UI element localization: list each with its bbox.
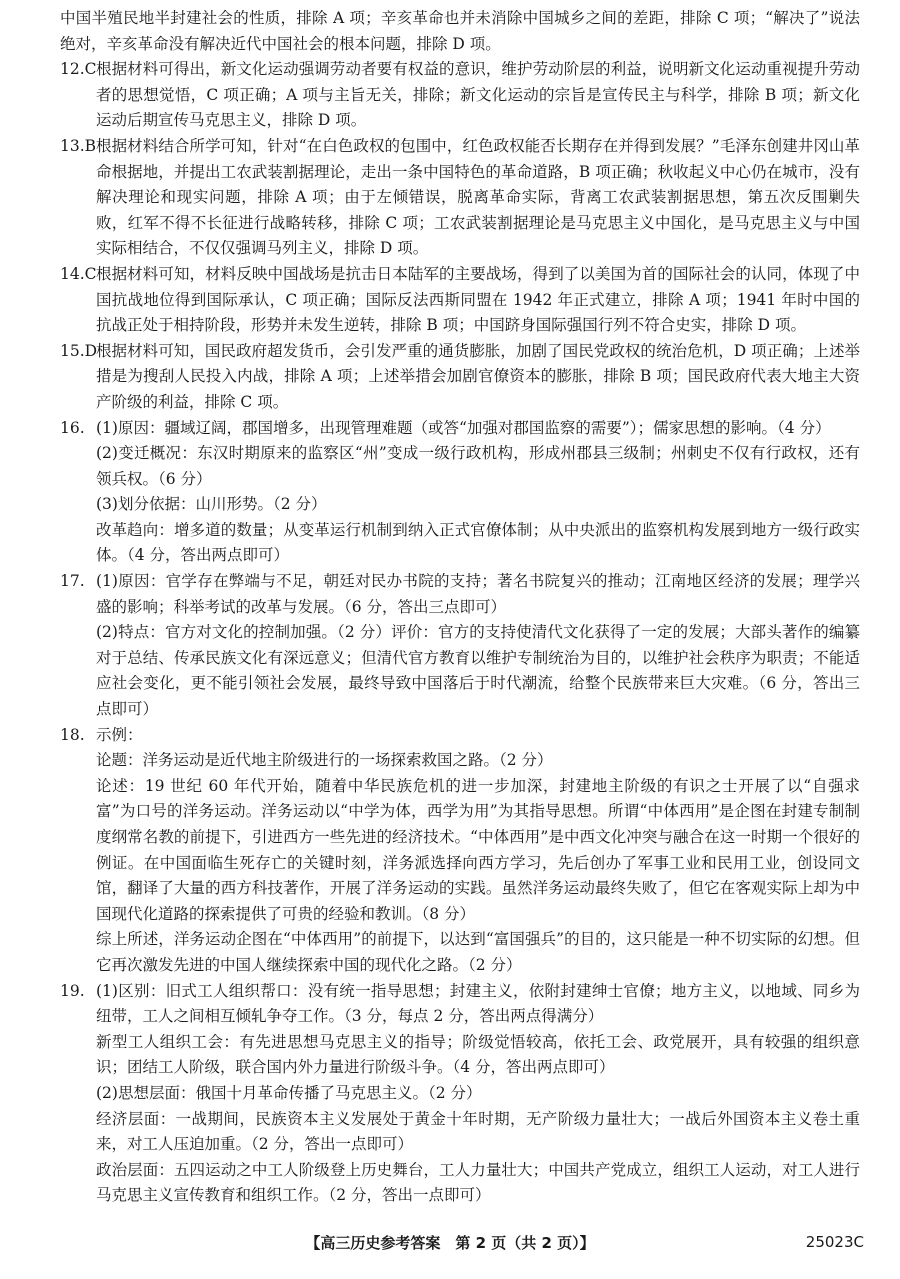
q16-number: 16. xyxy=(60,418,85,437)
q19-part3: (2)思想层面：俄国十月革命传播了马克思主义。（2 分） xyxy=(96,1083,482,1102)
q15-text: 根据材料可知，国民政府超发货币，会引发严重的通货膨胀，加剧了国民党政权的统治危机，D 项正确；上述举措是为搜刮人民投入内战，排除 A 项；上述举措会加剧官僚资本的膨胀，排除 B 项；国民政府代表大地主大资产阶级的利益，排除 C 项。 xyxy=(96,341,860,411)
answer-q14 xyxy=(60,262,860,339)
q19-part1: (1)区别：旧式工人组织帮口：没有统一指导思想；封建主义，依附封建绅士官僚；地方主义，以地域、同乡为纽带，工人之间相互倾轧争夺工作。（3 分，每点 2 分，答出两点得满分） xyxy=(96,981,860,1026)
answer-q17 xyxy=(60,569,860,723)
answer-q12 xyxy=(60,57,860,134)
q16-part1: (1)原因：疆域辽阔，郡国增多，出现管理难题（或答“加强对郡国监察的需要”）；儒家思想的影响。（4 分） xyxy=(96,418,831,437)
q16-part3: (3)划分依据：山川形势。（2 分） xyxy=(96,495,327,514)
q12-text: 根据材料可得出，新文化运动强调劳动者要有权益的意识，维护劳动阶层的利益，说明新文化运动重视提升劳动者的思想觉悟，C 项正确；A 项与主旨无关，排除；新文化运动的宗旨是宣传民主与科学，排除 B 项；新文化运动后期宣传马克思主义，排除 D 项。 xyxy=(96,60,860,130)
answer-page xyxy=(60,6,860,1209)
q12-number: 12.C xyxy=(60,60,97,79)
q16-part4: 改革趋向：增多道的数量；从变革运行机制到纳入正式官僚体制；从中央派出的监察机构发展到地方一级行政实体。（4 分，答出两点即可） xyxy=(96,520,860,565)
answer-q15 xyxy=(60,339,860,416)
q13-text: 根据材料结合所学可知，针对“在白色政权的包围中，红色政权能否长期存在并得到发展？”毛泽东创建井冈山革命根据地，并提出工农武装割据理论，走出一条中国特色的革命道路，B 项正确；秋收起义中心仍在城市，没有解决理论和现实问题，排除 A 项；由于左倾错误，脱离革命实际，背离工农武装割据思想，第五次反围剿失败，红军不得不长征进行战略转移，排除 C 项；工农武装割据理论是马克思主义中国化，是马克思主义与中国实际相结合，不仅仅强调马列主义，排除 D 项。 xyxy=(96,136,860,258)
q18-thesis: 论题：洋务运动是近代地主阶级进行的一场探索救国之路。（2 分） xyxy=(96,751,553,770)
q16-part2: (2)变迁概况：东汉时期原来的监察区“州”变成一级行政机构，形成州郡县三级制；州刺史不仅有行政权，还有领兵权。（6 分） xyxy=(96,444,860,488)
answer-q19 xyxy=(60,979,860,1209)
q17-number: 17. xyxy=(60,572,85,591)
answer-q18 xyxy=(60,723,860,979)
footer-title: 【高三历史参考答案 第 2 页（共 2 页）】 xyxy=(305,1234,595,1252)
q17-part1: (1)原因：官学存在弊端与不足，朝廷对民办书院的支持；著名书院复兴的推动；江南地区经济的发展；理学兴盛的影响；科举考试的改革与发展。（6 分，答出三点即可） xyxy=(96,572,860,616)
q11-continuation: 中国半殖民地半封建社会的性质，排除 A 项；辛亥革命也并未消除中国城乡之间的差距，排除 C 项；“解决了”说法绝对，辛亥革命没有解决近代中国社会的根本问题，排除 D 项。 xyxy=(60,9,860,53)
q18-argument: 论述：19 世纪 60 年代开始，随着中华民族危机的进一步加深，封建地主阶级的有识之士开展了以“自强求富”为口号的洋务运动。洋务运动以“中学为体，西学为用”为其指导思想。所谓“中体西用”是企图在封建专制制度纲常名教的前提下，引进西方一些先进的经济技术。“中体西用”是中西文化冲突与融合在这一时期一个很好的例证。在中国面临生死存亡的关键时刻，洋务派选择向西方学习，先后创办了军事工业和民用工业，创设同文馆，翻译了大量的西方科技著作，开展了洋务运动的实践。虽然洋务运动最终失败了，但它在客观实际上却为中国现代化道路的探索提供了可贵的经验和教训。（8 分） xyxy=(96,776,860,923)
q14-number: 14.C xyxy=(60,264,97,283)
q19-part2: 新型工人组织工会：有先进思想马克思主义的指导；阶级觉悟较高，依托工会、政党展开，具有较强的组织意识；团结工人阶级，联合国内外力量进行阶级斗争。（4 分，答出两点即可） xyxy=(96,1032,860,1077)
q17-part2: (2)特点：官方对文化的控制加强。（2 分）评价：官方的支持使清代文化获得了一定的发展；大部头著作的编纂对于总结、传承民族文化有深远意义；但清代官方教育以维护专制统治为目的，以维护社会秩序为职责；不能适应社会变化，更不能引领社会发展，最终导致中国落后于时代潮流，给整个民族带来巨大灾难。（6 分，答出三点即可） xyxy=(96,623,860,719)
q19-number: 19. xyxy=(60,981,85,1000)
q18-number: 18. xyxy=(60,725,85,744)
footer-code: 25023C xyxy=(805,1233,864,1251)
q13-number: 13.B xyxy=(60,136,97,155)
page-footer xyxy=(0,1232,900,1256)
q19-part5: 政治层面：五四运动之中工人阶级登上历史舞台，工人力量壮大；中国共产党成立，组织工人运动，对工人进行马克思主义宣传教育和组织工作。（2 分，答出一点即可） xyxy=(96,1160,860,1205)
q14-text: 根据材料可知，材料反映中国战场是抗击日本陆军的主要战场，得到了以美国为首的国际社会的认同，体现了中国抗战地位得到国际承认，C 项正确；国际反法西斯同盟在 1942 年正式建立，排除 A 项；1941 年时中国的抗战正处于相持阶段，形势并未发生逆转，排除 B 项；中国跻身国际强国行列不符合史实，排除 D 项。 xyxy=(96,264,860,335)
q15-number: 15.D xyxy=(60,341,98,360)
answer-q13 xyxy=(60,134,860,262)
q18-conclusion: 综上所述，洋务运动企图在“中体西用”的前提下，以达到“富国强兵”的目的，这只能是一种不切实际的幻想。但它再次激发先进的中国人继续探索中国的现代化之路。（2 分） xyxy=(96,930,860,974)
answer-q16 xyxy=(60,416,860,570)
q18-example-label: 示例： xyxy=(96,725,143,744)
q19-part4: 经济层面：一战期间，民族资本主义发展处于黄金十年时期，无产阶级力量壮大；一战后外国资本主义卷土重来，对工人压迫加重。（2 分，答出一点即可） xyxy=(96,1109,860,1154)
